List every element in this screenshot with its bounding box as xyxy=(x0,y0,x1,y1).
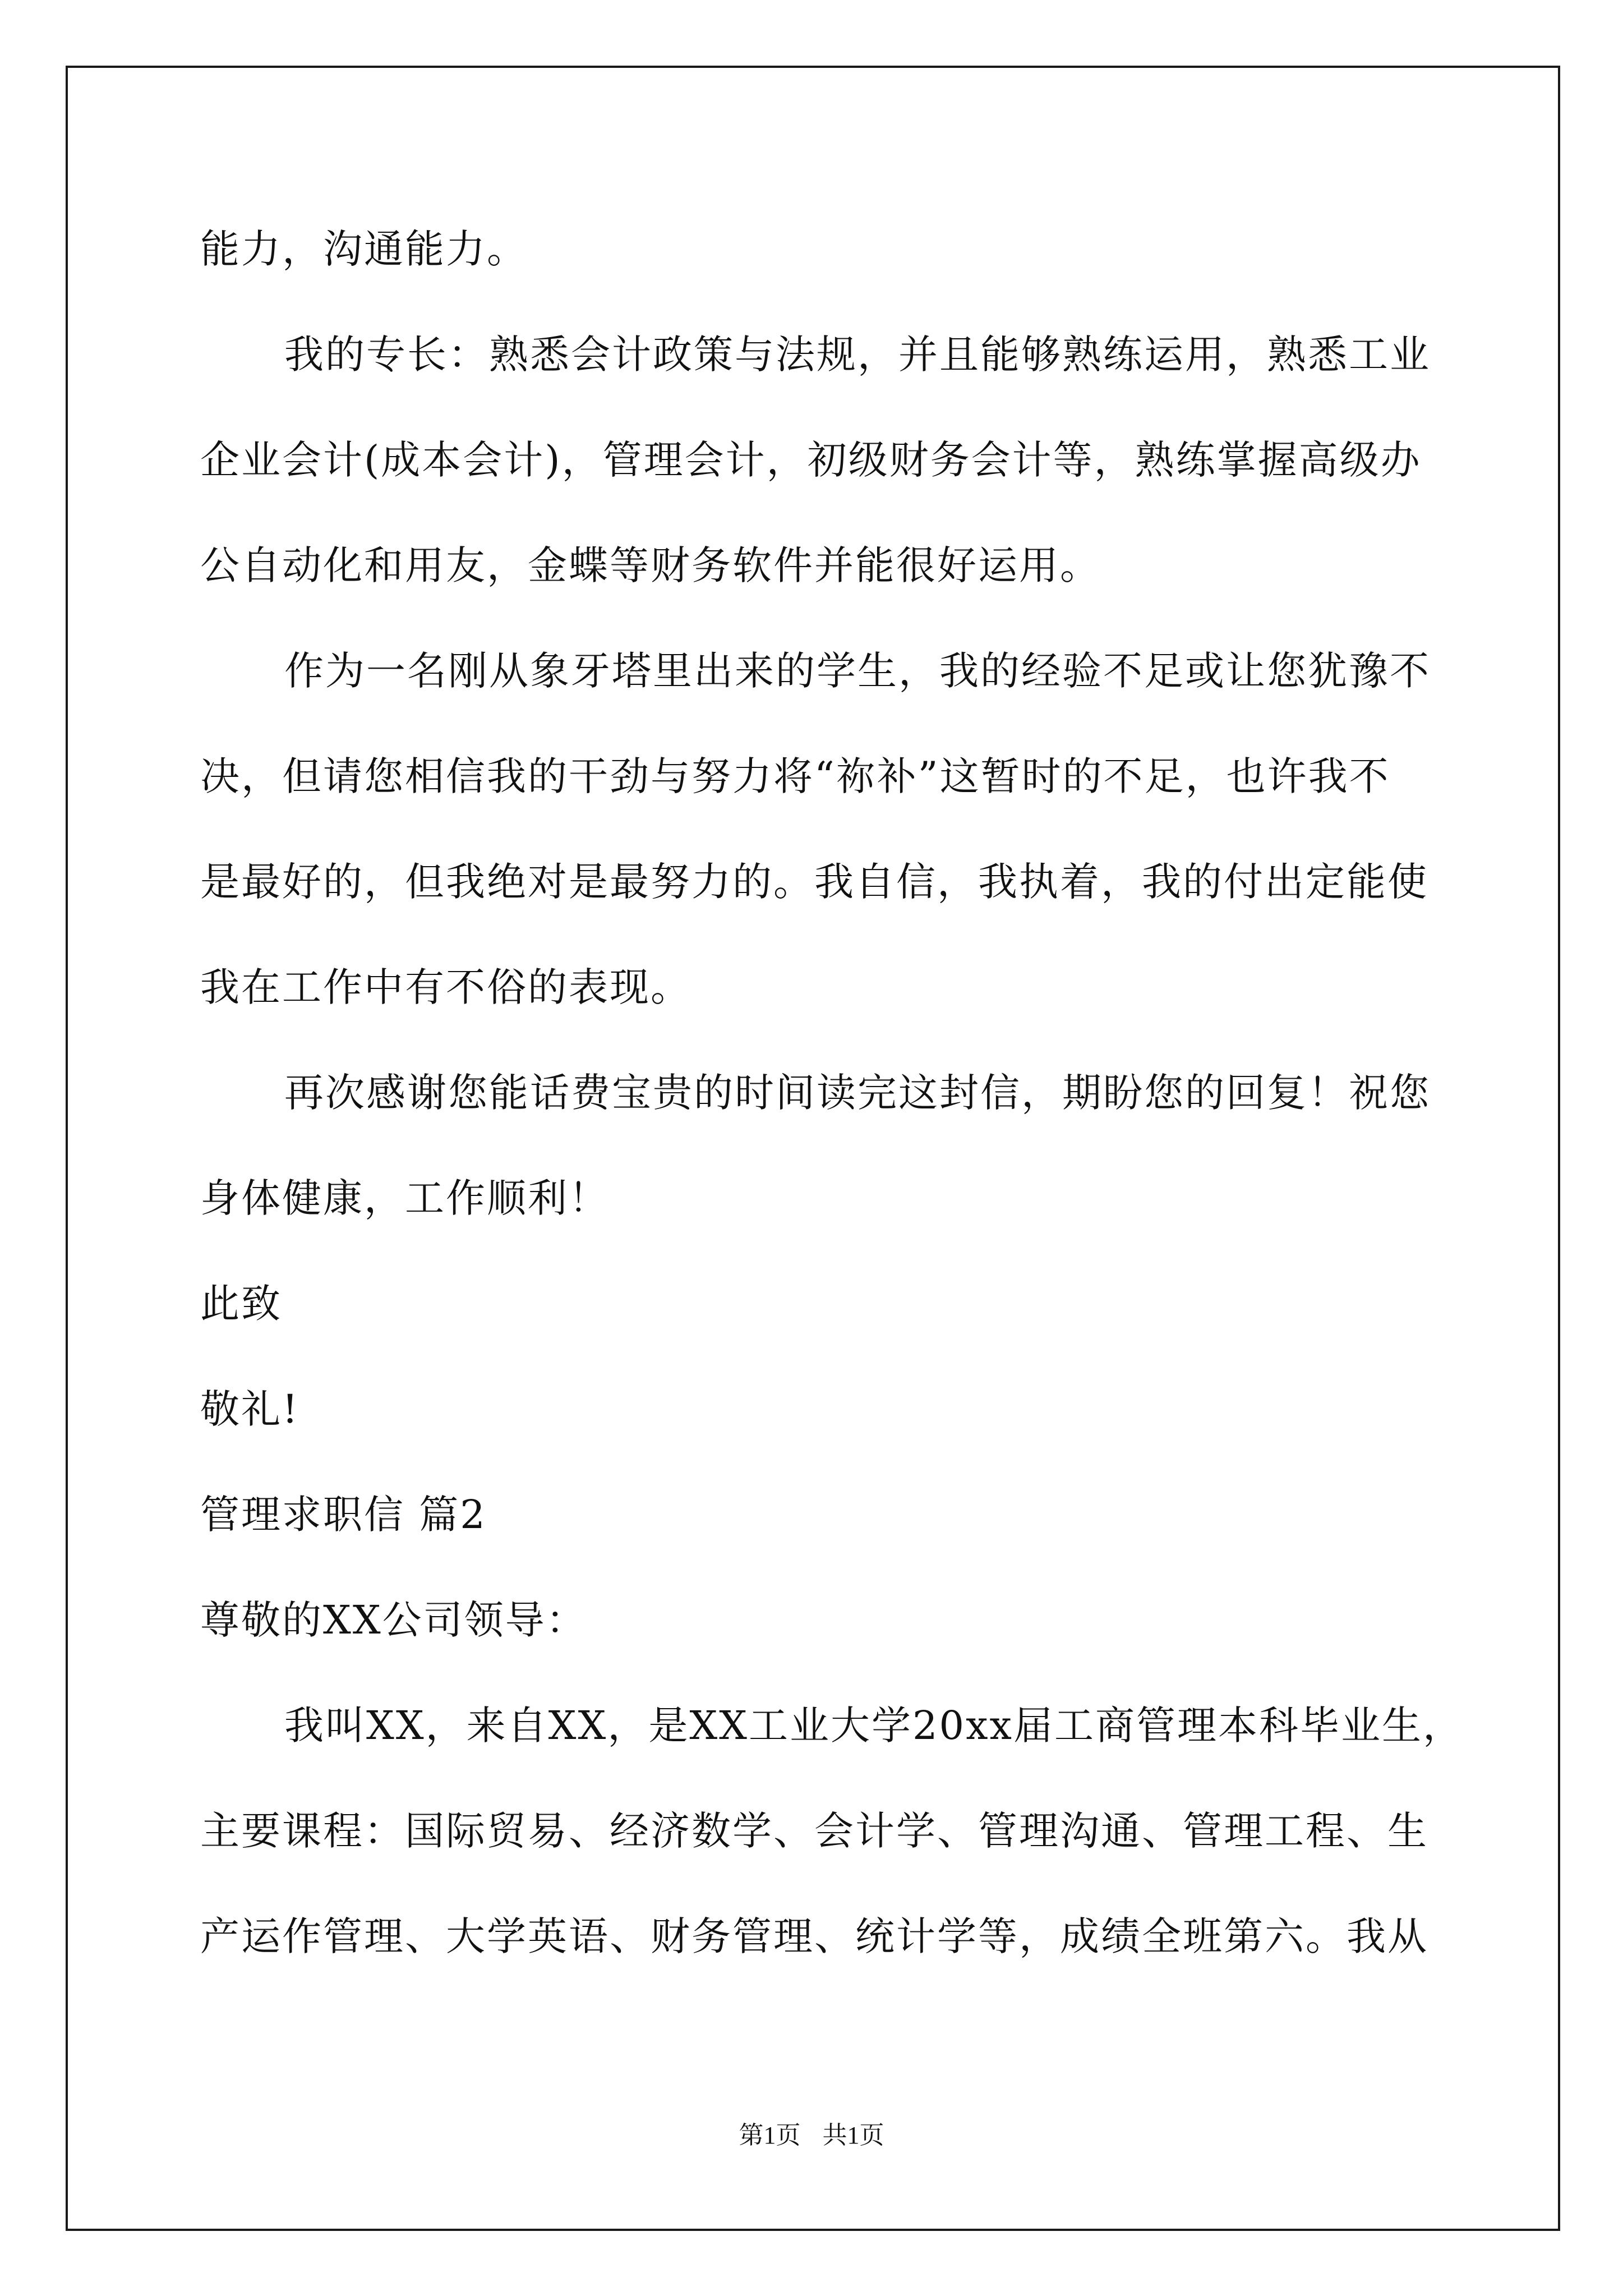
text-line-7: 是最好的，但我绝对是最努力的。我自信，我执着，我的付出定能使 xyxy=(200,859,1428,905)
text-line-2: 我的专长：熟悉会计政策与法规，并且能够熟练运用，熟悉工业 xyxy=(284,332,1431,378)
closing-salutation: 此致 xyxy=(200,1281,282,1327)
page-number-total: 共1页 xyxy=(822,2122,884,2149)
text-line-1: 能力，沟通能力。 xyxy=(200,226,528,272)
text-line-16: 主要课程：国际贸易、经济数学、会计学、管理沟通、管理工程、生 xyxy=(200,1808,1428,1854)
letter-greeting: 尊敬的XX公司领导： xyxy=(200,1597,587,1643)
text-line-5: 作为一名刚从象牙塔里出来的学生，我的经验不足或让您犹豫不 xyxy=(284,648,1431,694)
text-line-6: 决，但请您相信我的干劲与努力将“祢补”这暂时的不足，也许我不 xyxy=(200,753,1390,799)
section-heading: 管理求职信 篇2 xyxy=(200,1492,487,1538)
page-footer xyxy=(0,2115,1623,2151)
text-line-8: 我在工作中有不俗的表现。 xyxy=(200,964,691,1010)
text-line-10: 身体健康，工作顺利！ xyxy=(200,1175,610,1221)
text-line-17: 产运作管理、大学英语、财务管理、统计学等，成绩全班第六。我从 xyxy=(200,1913,1428,1959)
text-line-3: 企业会计(成本会计)，管理会计，初级财务会计等，熟练掌握高级办 xyxy=(200,437,1422,483)
document-body xyxy=(200,196,1464,1989)
page-number-current: 第1页 xyxy=(739,2122,801,2149)
text-line-9: 再次感谢您能话费宝贵的时间读完这封信，期盼您的回复！祝您 xyxy=(284,1070,1431,1116)
text-line-15: 我叫XX，来自XX，是XX工业大学20xx届工商管理本科毕业生， xyxy=(284,1703,1464,1749)
text-line-4: 公自动化和用友，金蝶等财务软件并能很好运用。 xyxy=(200,542,1101,588)
closing-regards: 敬礼! xyxy=(200,1386,300,1432)
